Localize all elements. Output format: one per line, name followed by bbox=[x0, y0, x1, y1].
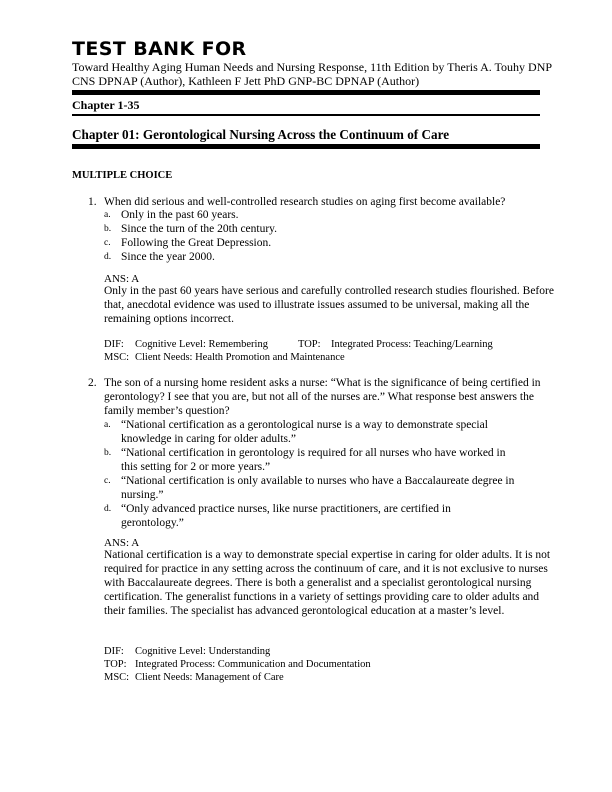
top-label: TOP: bbox=[298, 339, 321, 350]
option-text: “Only advanced practice nurses, like nurse practitioners, are certified in gerontology.” bbox=[121, 503, 451, 529]
option-letter: c. bbox=[104, 238, 111, 248]
chapter-range: Chapter 1-35 bbox=[72, 98, 140, 112]
option-letter: a. bbox=[104, 420, 111, 430]
option-letter: d. bbox=[104, 252, 112, 262]
question-number: 1. bbox=[88, 196, 97, 208]
question-text: When did serious and well-controlled research studies on aging first become available? bbox=[104, 196, 506, 208]
chapter-rule bbox=[72, 144, 540, 149]
option-letter: a. bbox=[104, 210, 111, 220]
dif-label: DIF: bbox=[104, 646, 124, 657]
option-letter: b. bbox=[104, 448, 112, 458]
msc-label: MSC: bbox=[104, 352, 130, 363]
dif-label: DIF: bbox=[104, 339, 124, 350]
test-bank-title: TEST BANK FOR bbox=[72, 38, 247, 60]
rationale: Only in the past 60 years have serious and carefully controlled research studies flourished. Before that, anecdotal evidence was used to illustrate issues assumed to be universal, making all the remaining options incorrect. bbox=[104, 285, 554, 325]
section-title: MULTIPLE CHOICE bbox=[72, 170, 173, 181]
question-number: 2. bbox=[88, 377, 97, 389]
answer-key: ANS: A bbox=[104, 273, 140, 285]
header-rule-thick bbox=[72, 90, 540, 95]
option-letter: d. bbox=[104, 504, 112, 514]
top-value: Integrated Process: Teaching/Learning bbox=[331, 339, 493, 350]
answer-key: ANS: A bbox=[104, 537, 140, 549]
option-text: Since the year 2000. bbox=[121, 251, 215, 263]
dif-value: Cognitive Level: Understanding bbox=[135, 646, 271, 657]
msc-label: MSC: bbox=[104, 672, 130, 683]
header-rule-thin bbox=[72, 114, 540, 116]
option-text: Following the Great Depression. bbox=[121, 237, 272, 249]
option-letter: b. bbox=[104, 224, 112, 234]
option-text: Since the turn of the 20th century. bbox=[121, 223, 278, 235]
msc-value: Client Needs: Health Promotion and Maintenance bbox=[135, 352, 345, 363]
question-text: The son of a nursing home resident asks a nurse: “What is the significance of being certified in gerontology? I see that you are, but not all of the nurses are.” What response best answers the family member’s question? bbox=[104, 377, 541, 417]
option-text: “National certification as a gerontological nurse is a way to demonstrate special knowledge in caring for older adults.” bbox=[121, 419, 488, 445]
option-text: “National certification is only available to nurses who have a Baccalaureate degree in nursing.” bbox=[121, 475, 515, 501]
option-letter: c. bbox=[104, 476, 111, 486]
dif-value: Cognitive Level: Remembering bbox=[135, 339, 268, 350]
top-label: TOP: bbox=[104, 659, 127, 670]
option-text: Only in the past 60 years. bbox=[121, 209, 239, 221]
option-text: “National certification in gerontology is required for all nurses who have worked in this setting for 2 or more years.” bbox=[121, 447, 506, 473]
chapter-title: Chapter 01: Gerontological Nursing Across the Continuum of Care bbox=[72, 127, 450, 142]
rationale: National certification is a way to demonstrate special expertise in caring for older adults. It is not required for practice in any setting across the continuum of care, and it is not exclusive to nurses with Baccalaureate degrees. There is both a generalist and a specialist gerontological nursing certification. The generalist functions in a variety of settings providing care to older adults and their families. The specialist has advanced gerontological education at a master’s level. bbox=[104, 549, 551, 617]
top-value: Integrated Process: Communication and Documentation bbox=[135, 659, 371, 670]
book-info: Toward Healthy Aging Human Needs and Nursing Response, 11th Edition by Theris A. Touhy DNP CNS DPNAP (Author), Kathleen F Jett PhD GNP-BC DPNAP (Author) bbox=[72, 60, 552, 88]
msc-value: Client Needs: Management of Care bbox=[135, 672, 284, 683]
